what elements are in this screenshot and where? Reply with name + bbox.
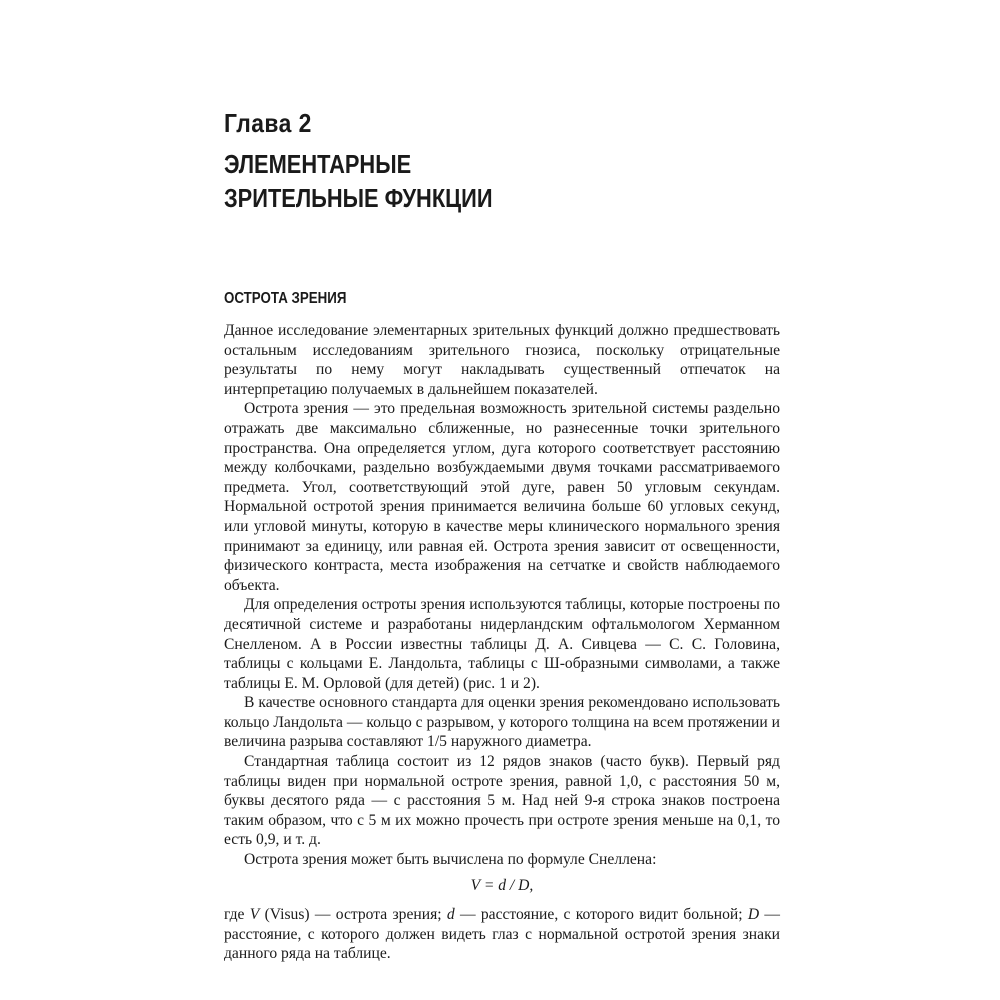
formula-explanation bbox=[224, 905, 780, 964]
paragraph: Стандартная таблица состоит из 12 рядов знаков (часто букв). Первый ряд таблицы виден при нормальной остроте зрения, равной 1,0, с расстояния 50 м, буквы десятого ряда — с расстояния 5 м. Над ней 9-я строка знаков построена таким образом, что с 5 м их можно прочесть при остроте зрения меньше на 0,1, то есть 0,9, и т. д. bbox=[224, 753, 780, 849]
explanation-text: — расстояние, с которого должен видеть глаз с нормальной остротой зрения знаки данного ряда на таблице. bbox=[224, 906, 781, 963]
explanation-text: — расстояние, с которого видит больной; bbox=[454, 906, 748, 924]
paragraph: В качестве основного стандарта для оценки зрения рекомендовано использовать кольцо Ландольта — кольцо с разрывом, у которого толщина на всем протяжении и величина разрыва составляют 1/5 наружного диаметра. bbox=[224, 694, 780, 751]
section-heading: ОСТРОТА ЗРЕНИЯ bbox=[224, 290, 347, 307]
body-text bbox=[224, 321, 780, 964]
paragraph: Для определения остроты зрения используются таблицы, которые построены по десятичной системе и разработаны нидерландским офтальмологом Херманном Снелленом. А в России известны таблицы Д. А. Сивцева — С. С. Головина, таблицы с кольцами Е. Ландольта, таблицы с Ш-образными символами, а также таблицы Е. М. Орловой (для детей) (рис. 1 и 2). bbox=[224, 596, 780, 692]
paragraph: Острота зрения — это предельная возможность зрительной системы раздельно отражать две максимально сближенные, но разнесенные точки зрительного пространства. Она определяется углом, дуга которого соответствует расстоянию между колбочками, раздельно возбуждаемыми двумя точками рассматриваемого предмета. Угол, соответствующий этой дуге, равен 50 угловым секундам. Нормальной остротой зрения принимается величина больше 60 угловых секунд, или угловой минуты, которую в качестве меры клинического нормального зрения принимают за единицу, или равная ей. Острота зрения зависит от освещенности, физического контраста, места изображения на сетчатке и свойств наблюдаемого объекта. bbox=[224, 400, 780, 594]
variable-v: V bbox=[249, 906, 260, 924]
formula: V = d / D, bbox=[470, 876, 534, 894]
chapter-title-line-2: ЗРИТЕЛЬНЫЕ ФУНКЦИИ bbox=[224, 183, 493, 213]
paragraph: Острота зрения может быть вычислена по формуле Снеллена: bbox=[244, 851, 657, 869]
chapter-title-line-1: ЭЛЕМЕНТАРНЫЕ bbox=[224, 149, 412, 179]
chapter-label: Глава 2 bbox=[224, 108, 312, 138]
paragraph: Данное исследование элементарных зрительных функций должно предшествовать остальным исследованиям зрительного гнозиса, поскольку отрицательные результаты по нему могут накладывать существенный отпечаток на интерпретацию получаемых в дальнейшем показателей. bbox=[224, 322, 780, 398]
explanation-text: (Visus) — острота зрения; bbox=[259, 906, 447, 924]
chapter-title bbox=[224, 147, 493, 215]
variable-D: D bbox=[747, 906, 760, 924]
variable-d: d bbox=[446, 906, 455, 924]
explanation-text: где bbox=[224, 906, 250, 924]
